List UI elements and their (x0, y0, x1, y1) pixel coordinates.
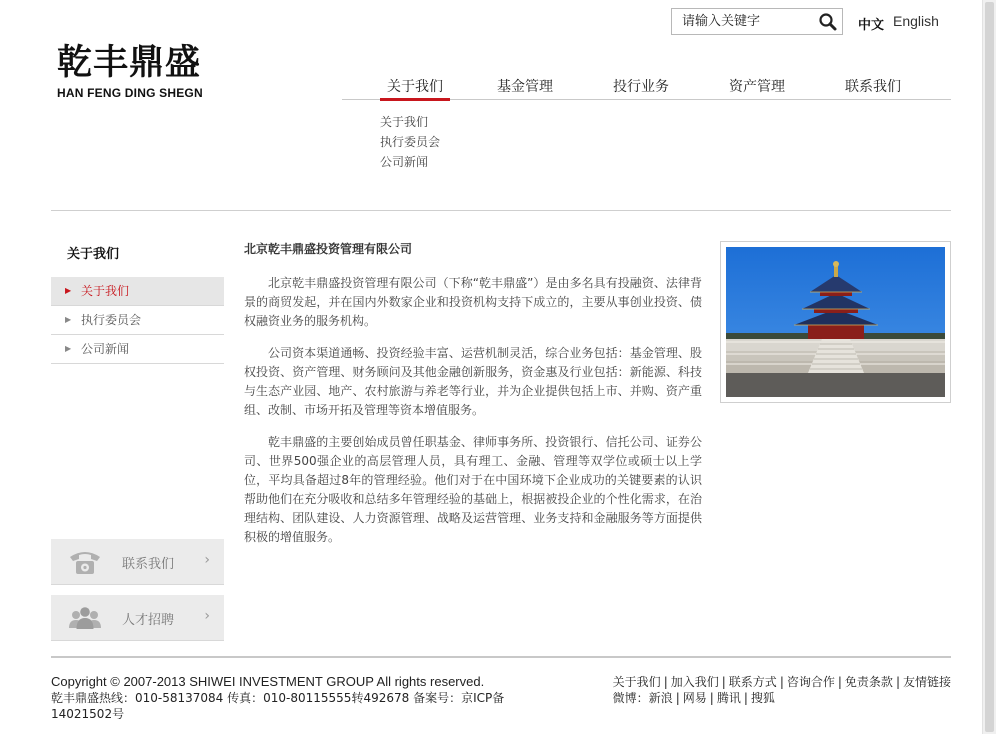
brand-name-en: HAN FENG DING SHEGN (57, 86, 203, 100)
weibo-prefix: 微博： (612, 691, 649, 705)
sidebar-item-news[interactable] (51, 335, 224, 364)
sidebar-item-about[interactable] (51, 277, 224, 306)
search-input[interactable] (672, 9, 812, 34)
weibo-link-sina[interactable]: 新浪 (648, 691, 673, 705)
nav-fund[interactable]: 基金管理 (497, 79, 553, 95)
subnav-about[interactable]: 关于我们 (380, 115, 429, 129)
scrollbar-thumb[interactable] (985, 2, 994, 732)
search-icon[interactable] (818, 12, 838, 32)
weibo-link-sohu[interactable]: 搜狐 (750, 691, 775, 705)
careers-label: 人才招聘 (122, 613, 175, 628)
arrow-right-icon: ▶ (65, 344, 72, 353)
nav-asset[interactable]: 资产管理 (729, 79, 785, 95)
sidebar-item-label: 执行委员会 (81, 313, 142, 327)
subnav-news[interactable]: 公司新闻 (380, 155, 429, 169)
footer-links-row: 关于我们 | 加入我们 | 联系方式 | 咨询合作 | 免责条款 | 友情链接 (612, 675, 951, 689)
sidebar-item-committee[interactable] (51, 306, 224, 335)
sub-nav (380, 112, 440, 172)
article (244, 240, 702, 560)
brand-name-cn: 乾丰鼎盛 (57, 43, 202, 83)
contact-us-box[interactable] (51, 539, 224, 585)
footer-weibo-row: 微博：新浪 | 网易 | 腾讯 | 搜狐 (612, 691, 775, 705)
phone-icon (67, 548, 103, 576)
footer-links (613, 674, 951, 706)
nav-ib[interactable]: 投行业务 (613, 79, 669, 95)
weibo-link-tencent[interactable]: 腾讯 (716, 691, 741, 705)
footer-link-join[interactable]: 加入我们 (670, 675, 719, 689)
footer-link-contact[interactable]: 联系方式 (728, 675, 777, 689)
article-paragraph: 北京乾丰鼎盛投资管理有限公司（下称“乾丰鼎盛”）是由多名具有投融资、法律背景的商贸发起，并在国内外数家企业和投资机构支持下成立的，主要从事创业投资、债权融资业务的服务机构。 (244, 276, 702, 328)
article-title: 北京乾丰鼎盛投资管理有限公司 (244, 242, 413, 256)
temple-of-heaven-photo (720, 241, 951, 403)
lang-english[interactable]: English (893, 13, 939, 29)
footer-info (51, 674, 551, 722)
sidebar-title: 关于我们 (67, 247, 120, 262)
header-divider (51, 210, 951, 211)
arrow-right-icon: ▶ (65, 315, 72, 324)
lang-chinese[interactable]: 中文 (858, 18, 885, 33)
contact-us-label: 联系我们 (122, 557, 175, 572)
main-nav (342, 76, 951, 100)
footer-link-cooperation[interactable]: 咨询合作 (786, 675, 835, 689)
arrow-right-icon: ▶ (65, 286, 72, 295)
page-scrollbar[interactable] (982, 0, 996, 734)
nav-about[interactable]: 关于我们 (380, 76, 450, 101)
sidebar-item-label: 关于我们 (81, 284, 130, 298)
chevron-right-icon: › (204, 552, 210, 568)
weibo-link-163[interactable]: 网易 (682, 691, 707, 705)
chevron-right-icon: › (204, 608, 210, 624)
people-icon (67, 604, 103, 632)
brand-logo[interactable] (57, 44, 227, 100)
footer-divider (51, 656, 951, 658)
footer-link-disclaimer[interactable]: 免责条款 (844, 675, 893, 689)
footer-copyright: Copyright © 2007-2013 SHIWEI INVESTMENT GROUP All rights reserved. (51, 674, 485, 689)
search-box (671, 8, 843, 35)
footer-contact-line: 乾丰鼎盛热线：010-58137084 传真：010-80115555转492678 备案号：京ICP备14021502号 (51, 691, 505, 721)
sidebar-menu (51, 277, 224, 364)
footer-link-about[interactable]: 关于我们 (612, 675, 661, 689)
footer-link-friends[interactable]: 友情链接 (902, 675, 951, 689)
sidebar-item-label: 公司新闻 (81, 342, 130, 356)
subnav-committee[interactable]: 执行委员会 (380, 135, 441, 149)
article-paragraph: 公司资本渠道通畅、投资经验丰富、运营机制灵活，综合业务包括：基金管理、股权投资、资产管理、财务顾问及其他金融创新服务，资金惠及行业包括：新能源、科技与生态产业园、地产、农村旅游与养老等行业，并为企业提供包括上市、并购、资产重组、改制、市场开拓及管理等资本增值服务。 (244, 346, 702, 417)
careers-box[interactable] (51, 595, 224, 641)
article-paragraph: 乾丰鼎盛的主要创始成员曾任职基金、律师事务所、投资银行、信托公司、证券公司、世界500强企业的高层管理人员，具有理工、金融、管理等双学位或硕士以上学位，平均具备超过8年的管理经验。他们对于在中国环境下企业成功的关键要素的认识帮助他们在充分吸收和总结多年管理经验的基础上，根据被投企业的个性化需求，在治理结构、团队建设、人力资源管理、战略及运营管理、业务支持和金融服务等方面提供积极的增值服务。 (244, 435, 702, 544)
nav-contact[interactable]: 联系我们 (845, 79, 901, 95)
